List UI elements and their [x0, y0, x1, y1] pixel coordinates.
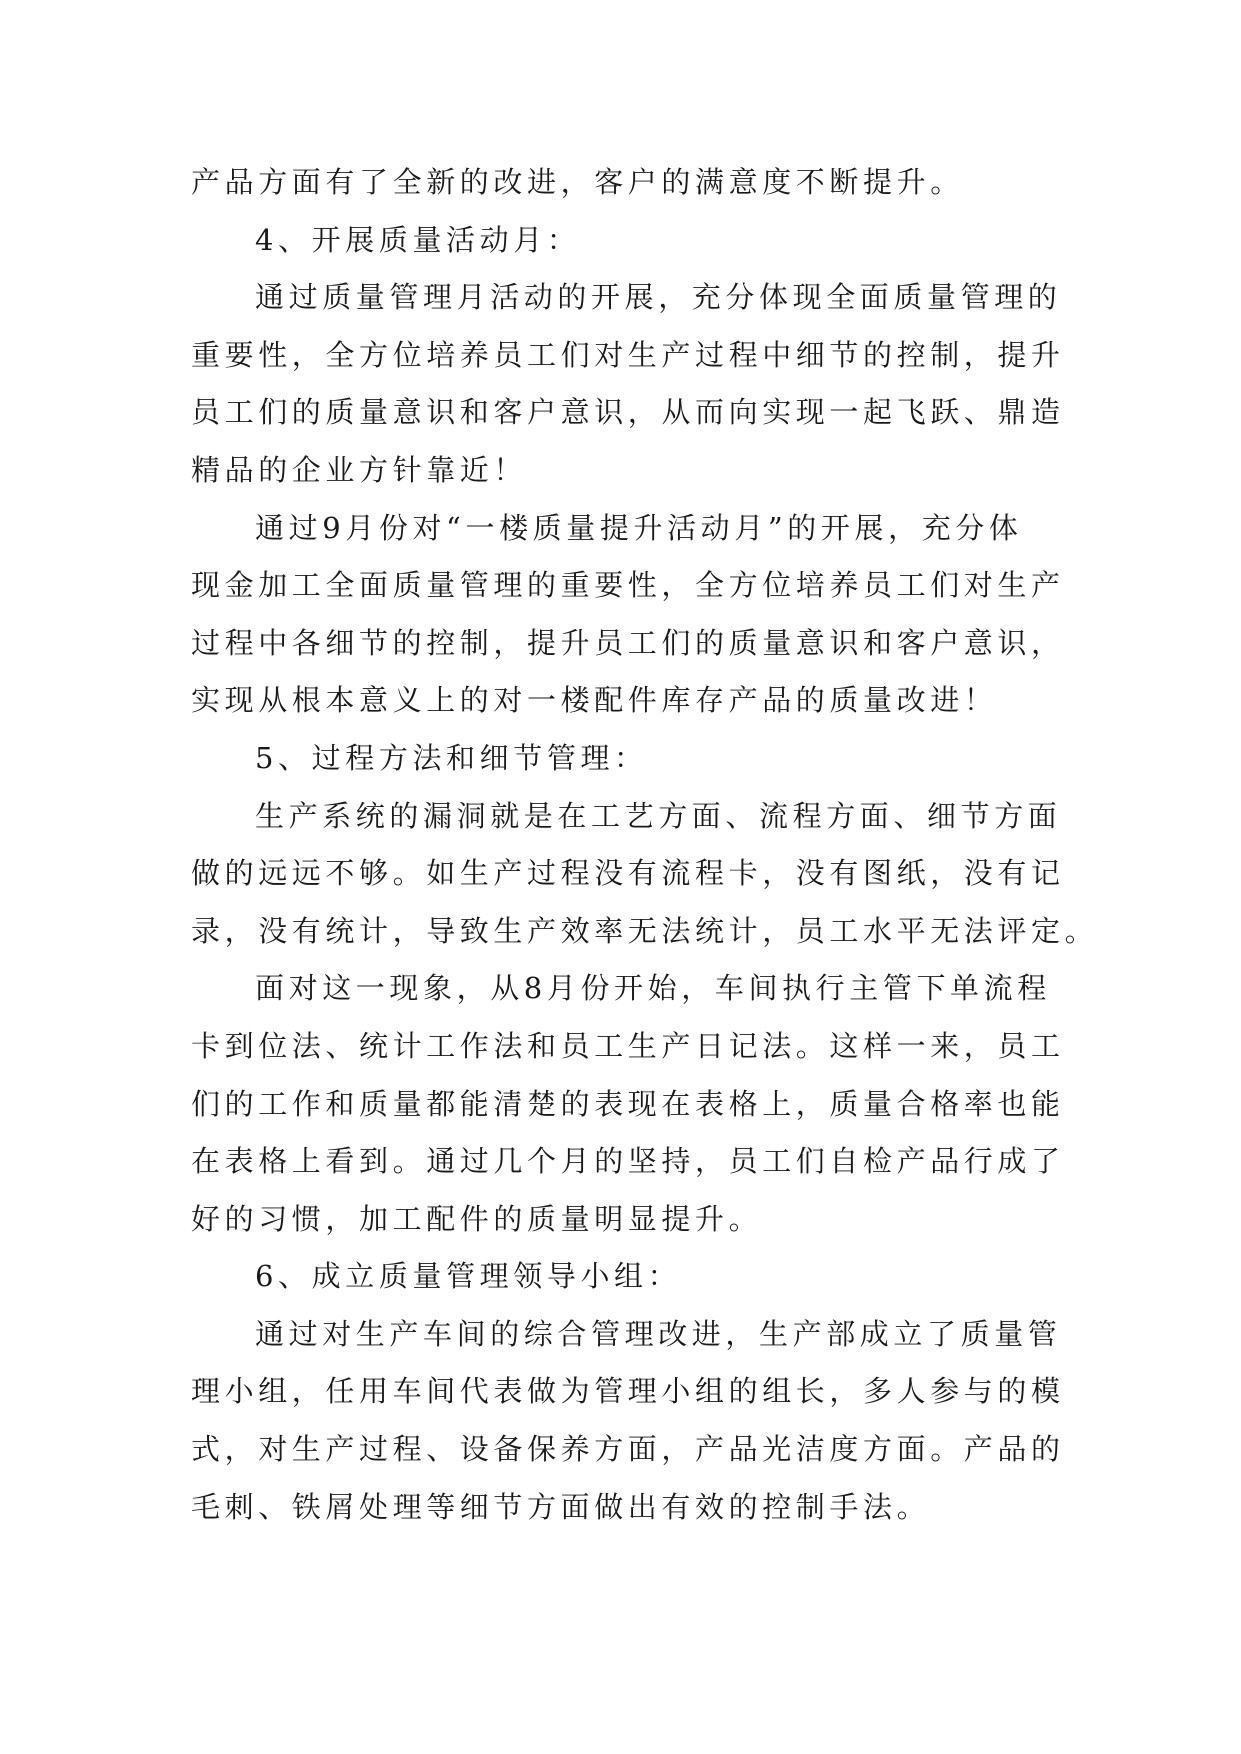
text-line: 现金加工全面质量管理的重要性，全方位培养员工们对生产 [191, 568, 1065, 603]
text-line: 们的工作和质量都能清楚的表现在表格上，质量合格率也能 [191, 1086, 1065, 1121]
section-heading-6: 6、成立质量管理领导小组： [255, 1259, 682, 1294]
section-heading-5: 5、过程方法和细节管理： [255, 740, 648, 775]
text-line: 做的远远不够。如生产过程没有流程卡，没有图纸，没有记 [191, 856, 1065, 891]
text-line: 录，没有统计，导致生产效率无法统计，员工水平无法评定。 [191, 913, 1099, 948]
text-line: 毛刺、铁屑处理等细节方面做出有效的控制手法。 [191, 1489, 931, 1524]
text-line: 过程中各细节的控制，提升员工们的质量意识和客户意识， [191, 625, 1065, 660]
text-line: 员工们的质量意识和客户意识，从而向实现一起飞跃、鼎造 [191, 395, 1065, 430]
text-line: 生产系统的漏洞就是在工艺方面、流程方面、细节方面 [255, 798, 1062, 833]
text-line: 通过9月份对“一楼质量提升活动月”的开展，充分体 [255, 510, 1023, 545]
text-line: 理小组，任用车间代表做为管理小组的组长，多人参与的模 [191, 1374, 1065, 1409]
text-line: 好的习惯，加工配件的质量明显提升。 [191, 1201, 763, 1236]
text-line: 精品的企业方针靠近！ [191, 452, 528, 487]
text-line: 通过对生产车间的综合管理改进，生产部成立了质量管 [255, 1316, 1062, 1351]
document-body [191, 154, 1099, 1536]
section-heading-4: 4、开展质量活动月： [255, 222, 581, 257]
text-line: 卡到位法、统计工作法和员工生产日记法。这样一来，员工 [191, 1028, 1065, 1063]
text-line: 产品方面有了全新的改进，客户的满意度不断提升。 [191, 165, 964, 199]
text-line: 实现从根本意义上的对一楼配件库存产品的质量改进！ [191, 683, 998, 718]
text-line: 式，对生产过程、设备保养方面，产品光洁度方面。产品的 [191, 1432, 1065, 1467]
text-line: 通过质量管理月活动的开展，充分体现全面质量管理的 [255, 280, 1062, 315]
text-line: 面对这一现象，从8月份开始，车间执行主管下单流程 [255, 971, 1051, 1006]
text-line: 重要性，全方位培养员工们对生产过程中细节的控制，提升 [191, 337, 1065, 372]
text-line: 在表格上看到。通过几个月的坚持，员工们自检产品行成了 [191, 1144, 1065, 1179]
